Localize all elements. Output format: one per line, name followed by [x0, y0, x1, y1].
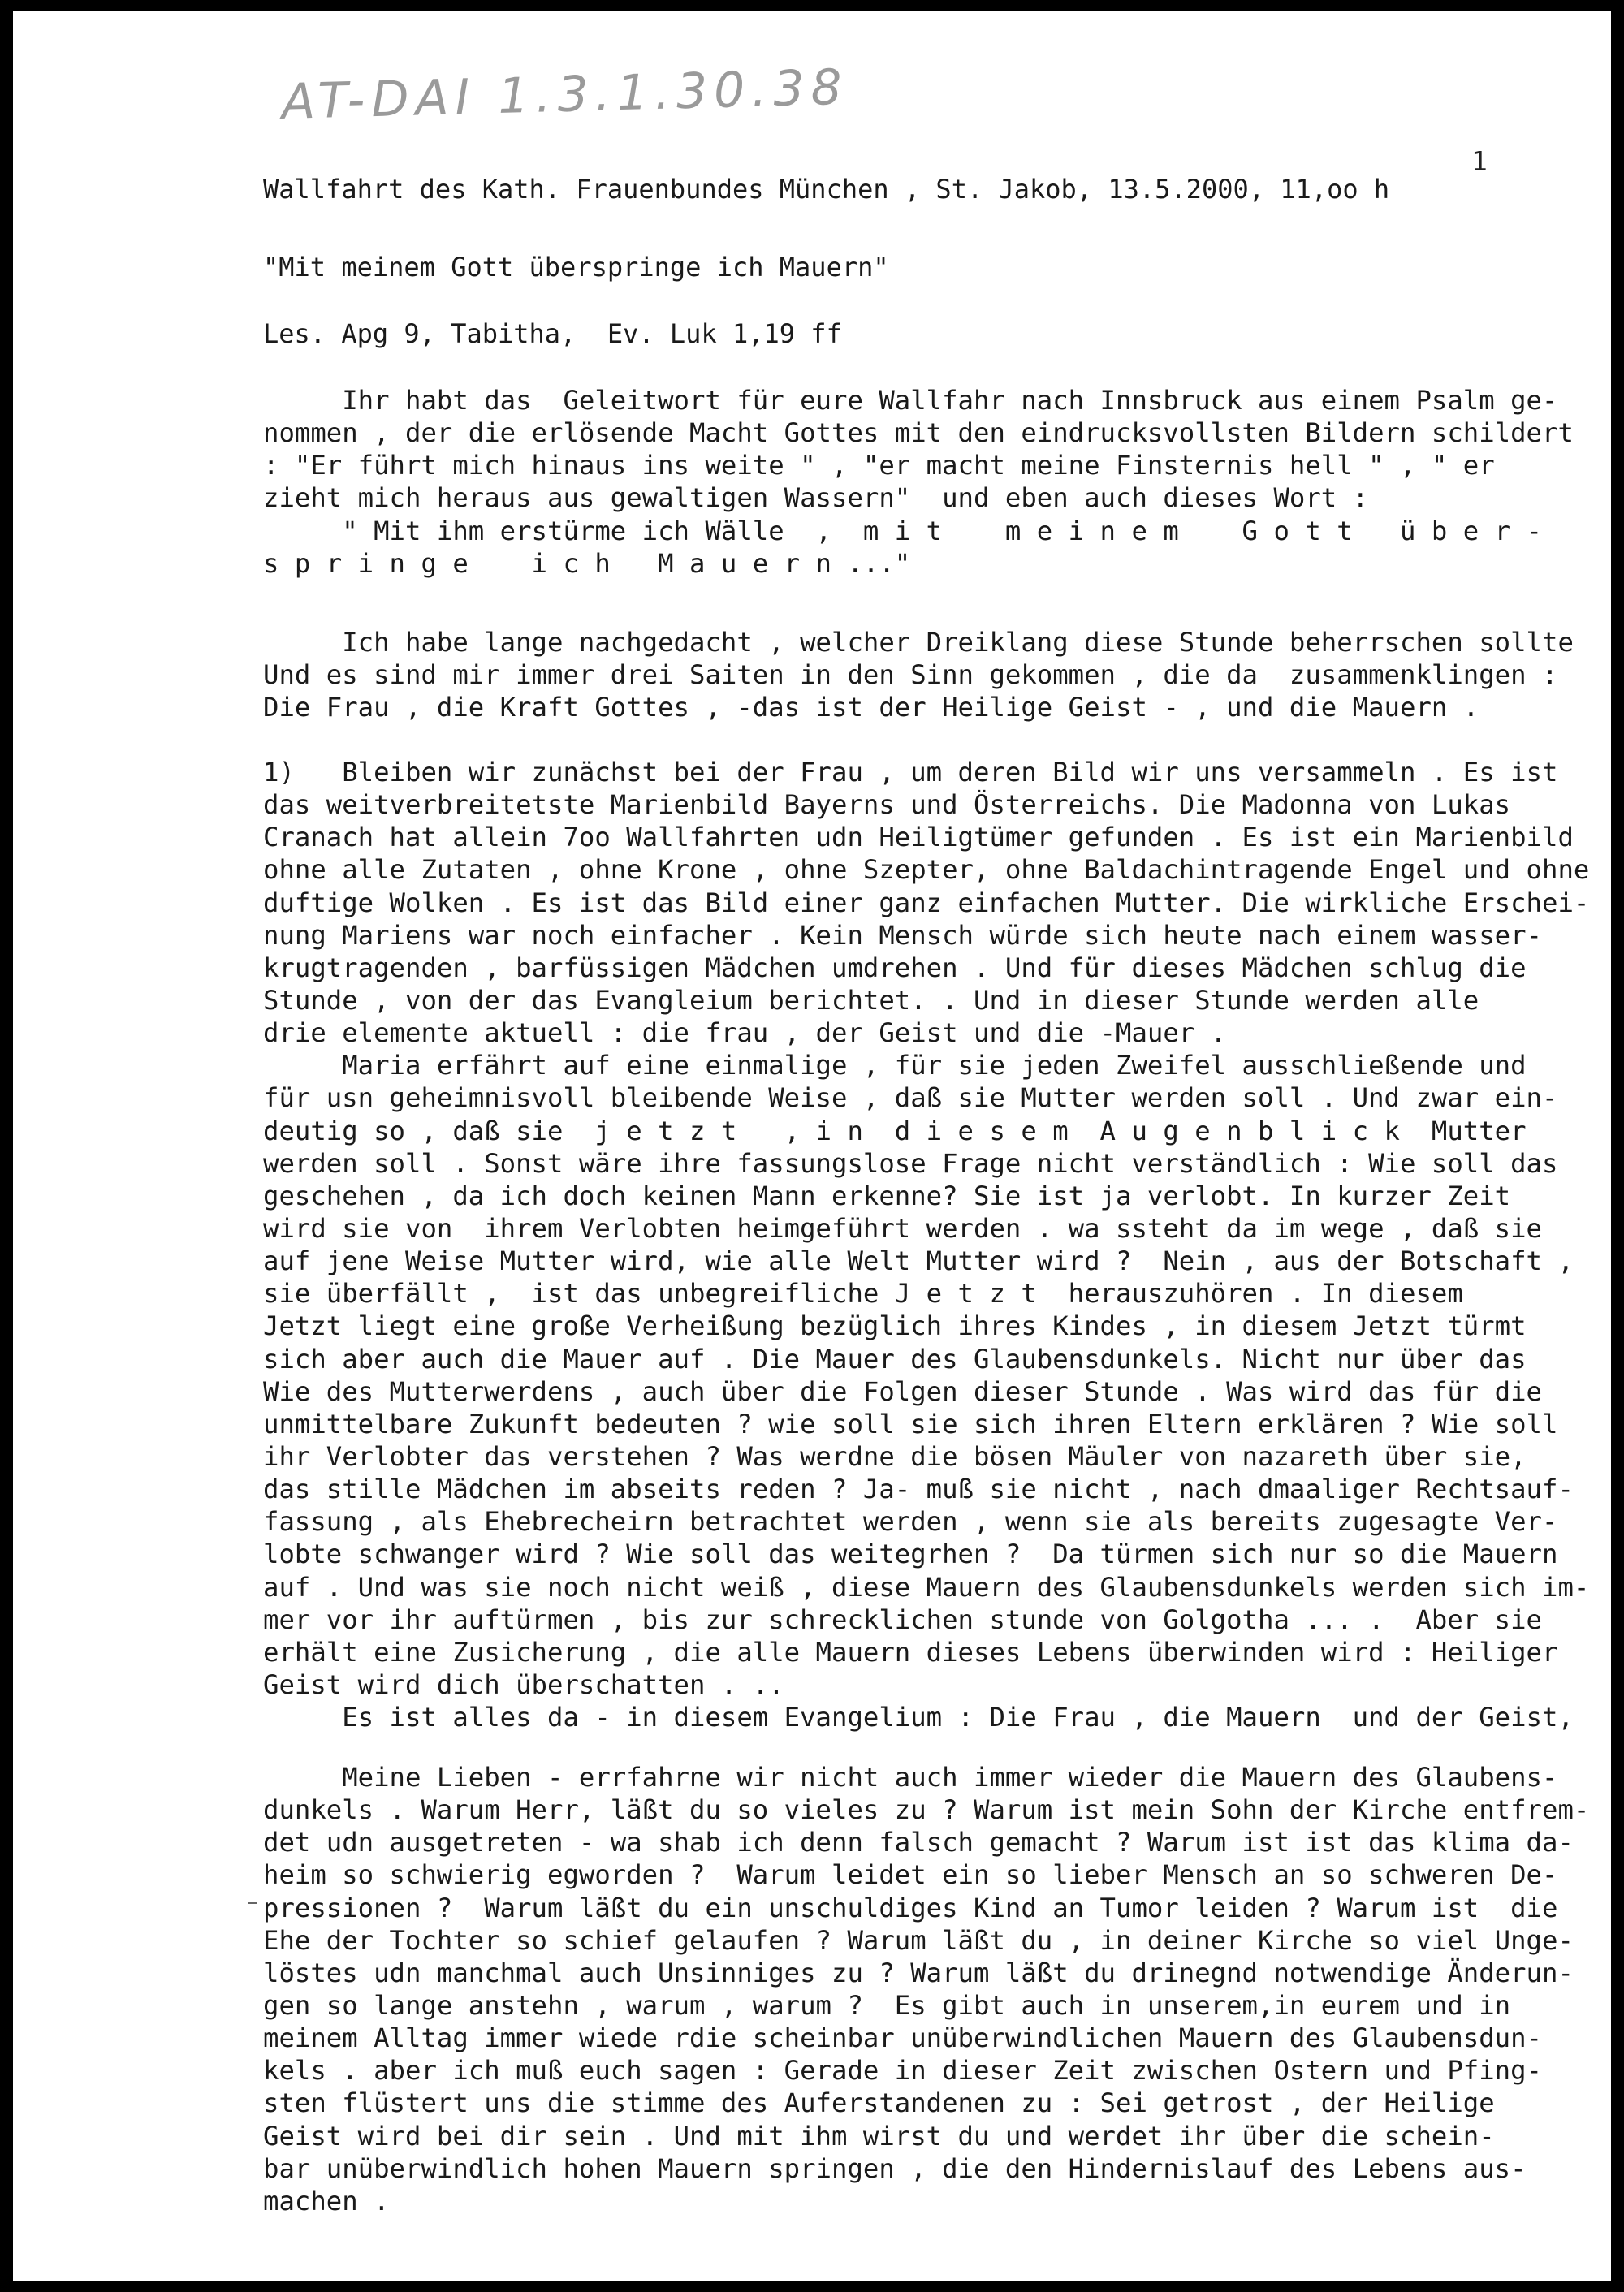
text-line: Ich habe lange nachgedacht , welcher Dreiklang diese Stunde beherrschen sollte: [263, 627, 1574, 658]
text-line: geschehen , da ich doch keinen Mann erkenne? Sie ist ja verlobt. In kurzer Zeit: [263, 1180, 1511, 1211]
text-line: Und es sind mir immer drei Saiten in den Sinn gekommen , die da zusammenklingen :: [263, 659, 1558, 691]
text-line: meinem Alltag immer wiede rdie scheinbar unüberwindlichen Mauern des Glaubensdun-: [263, 2022, 1542, 2054]
paragraph-dreiklang: [263, 626, 1574, 723]
text-line: ohne alle Zutaten , ohne Krone , ohne Szepter, ohne Baldachintragende Engel und ohne: [263, 854, 1590, 886]
text-line: kels . aber ich muß euch sagen : Gerade in dieser Zeit zwischen Ostern und Pfing-: [263, 2055, 1542, 2087]
text-line: s p r i n g e i c h M a u e r n ...": [263, 547, 911, 579]
text-line: det udn ausgetreten - wa shab ich denn falsch gemacht ? Warum ist ist das klima da-: [263, 1827, 1574, 1858]
text-line: sich aber auch die Mauer auf . Die Mauer des Glaubensdunkels. Nicht nur über das: [263, 1343, 1527, 1375]
text-line: Ihr habt das Geleitwort für eure Wallfahr nach Innsbruck aus einem Psalm ge-: [263, 385, 1558, 416]
readings-line: Les. Apg 9, Tabitha, Ev. Luk 1,19 ff: [263, 318, 842, 349]
text-line: nung Mariens war noch einfacher . Kein Mensch würde sich heute nach einem wasser-: [263, 919, 1542, 951]
text-line: auf jene Weise Mutter wird, wie alle Welt Mutter wird ? Nein , aus der Botschaft ,: [263, 1245, 1574, 1277]
text-line: erhält eine Zusicherung , die alle Mauern dieses Lebens überwinden wird : Heiliger: [263, 1636, 1558, 1668]
document-page: [13, 11, 1611, 2281]
text-line: krugtragenden , barfüssigen Mädchen umdrehen . Und für dieses Mädchen schlug die: [263, 952, 1527, 983]
paragraph-intro: [263, 384, 1574, 580]
text-line: für usn geheimnisvoll bleibende Weise , daß sie Mutter werden soll . Und zwar ein-: [263, 1082, 1558, 1114]
text-line: : "Er führt mich hinaus ins weite " , "er macht meine Finsternis hell " , " er: [263, 450, 1495, 481]
document-header: Wallfahrt des Kath. Frauenbundes München , St. Jakob, 13.5.2000, 11,oo h: [263, 174, 1390, 205]
sermon-title: "Mit meinem Gott überspringe ich Mauern": [263, 252, 889, 283]
margin-pencil-mark: [248, 1902, 257, 1904]
page-number: 1: [1471, 145, 1488, 177]
text-line: Geist wird bei dir sein . Und mit ihm wirst du und werdet ihr über die schein-: [263, 2120, 1495, 2152]
text-line: dunkels . Warum Herr, läßt du so vieles zu ? Warum ist mein Sohn der Kirche entfrem-: [263, 1794, 1590, 1826]
text-line: sie überfällt , ist das unbegreifliche J e t z t herauszuhören . In diesem: [263, 1278, 1463, 1310]
text-line: zieht mich heraus aus gewaltigen Wassern" und eben auch dieses Wort :: [263, 482, 1369, 514]
text-line: Die Frau , die Kraft Gottes , -das ist der Heilige Geist - , und die Mauern .: [263, 692, 1479, 723]
paragraph-closing: [263, 1761, 1589, 2217]
text-line: " Mit ihm erstürme ich Wälle , m i t m e i n e m G o t t ü b e r -: [263, 515, 1542, 546]
archive-signature-handwritten: AT-DAI 1.3.1.30.38: [281, 58, 849, 131]
text-line: gen so lange anstehn , warum , warum ? Es gibt auch in unserem,in eurem und in: [263, 1989, 1511, 2021]
text-line: auf . Und was sie noch nicht weiß , diese Mauern des Glaubensdunkels werden sich im-: [263, 1571, 1590, 1603]
text-line: Cranach hat allein 7oo Wallfahrten udn Heiligtümer gefunden . Es ist ein Marienbild: [263, 822, 1574, 853]
text-line: drie elemente aktuell : die frau , der Geist und die -Mauer .: [263, 1017, 1227, 1049]
text-line: bar unüberwindlich hohen Mauern springen , die den Hindernislauf des Lebens aus-: [263, 2152, 1527, 2184]
text-line: wird sie von ihrem Verlobten heimgeführt werden . wa ssteht da im wege , daß sie: [263, 1212, 1542, 1244]
text-line: machen .: [263, 2185, 390, 2216]
text-line: fassung , als Ehebrecheirn betrachtet werden , wenn sie als bereits zugesagte Ver-: [263, 1506, 1558, 1538]
text-line: ihr Verlobter das verstehen ? Was werdne die bösen Mäuler von nazareth über sie,: [263, 1440, 1527, 1472]
text-line: pressionen ? Warum läßt du ein unschuldiges Kind an Tumor leiden ? Warum ist die: [263, 1892, 1558, 1923]
text-line: lobte schwanger wird ? Wie soll das weitegrhen ? Da türmen sich nur so die Mauern: [263, 1539, 1558, 1570]
text-line: 1) Bleiben wir zunächst bei der Frau , um deren Bild wir uns versammeln . Es ist: [263, 757, 1558, 788]
text-line: Wie des Mutterwerdens , auch über die Folgen dieser Stunde . Was wird das für die: [263, 1375, 1542, 1407]
text-line: Geist wird dich überschatten . ..: [263, 1668, 784, 1700]
text-line: nommen , der die erlösende Macht Gottes mit den eindrucksvollsten Bildern schildert: [263, 417, 1574, 449]
text-line: sten flüstert uns die stimme des Auferstandenen zu : Sei getrost , der Heilige: [263, 2087, 1495, 2119]
text-line: Maria erfährt auf eine einmalige , für sie jeden Zweifel ausschließende und: [263, 1050, 1527, 1081]
text-line: das weitverbreitetste Marienbild Bayerns und Österreichs. Die Madonna von Lukas: [263, 789, 1511, 821]
text-line: Stunde , von der das Evangleium berichtet. . Und in dieser Stunde werden alle: [263, 984, 1479, 1016]
text-line: heim so schwierig egworden ? Warum leidet ein so lieber Mensch an so schweren De-: [263, 1859, 1558, 1891]
text-line: mer vor ihr auftürmen , bis zur schrecklichen stunde von Golgotha ... . Aber sie: [263, 1604, 1542, 1635]
text-line: unmittelbare Zukunft bedeuten ? wie soll sie sich ihren Eltern erklären ? Wie soll: [263, 1408, 1558, 1440]
text-line: löstes udn manchmal auch Unsinniges zu ? Warum läßt du drinegnd notwendige Änderun-: [263, 1957, 1574, 1988]
text-line: deutig so , daß sie j e t z t , i n d i e s e m A u g e n b l i c k Mutter: [263, 1115, 1527, 1146]
text-line: Es ist alles da - in diesem Evangelium : Die Frau , die Mauern und der Geist,: [263, 1702, 1574, 1733]
text-line: Meine Lieben - errfahrne wir nicht auch immer wieder die Mauern des Glaubens-: [263, 1762, 1558, 1793]
text-line: Ehe der Tochter so schief gelaufen ? Warum läßt du , in deiner Kirche so viel Unge-: [263, 1924, 1574, 1956]
section-1: [263, 756, 1589, 1733]
text-line: Jetzt liegt eine große Verheißung bezüglich ihres Kindes , in diesem Jetzt türmt: [263, 1310, 1527, 1342]
text-line: werden soll . Sonst wäre ihre fassungslose Frage nicht verständlich : Wie soll das: [263, 1147, 1558, 1179]
text-line: das stille Mädchen im abseits reden ? Ja- muß sie nicht , nach dmaaliger Rechtsauf-: [263, 1474, 1574, 1505]
text-line: duftige Wolken . Es ist das Bild einer ganz einfachen Mutter. Die wirkliche Erschei-: [263, 887, 1590, 918]
